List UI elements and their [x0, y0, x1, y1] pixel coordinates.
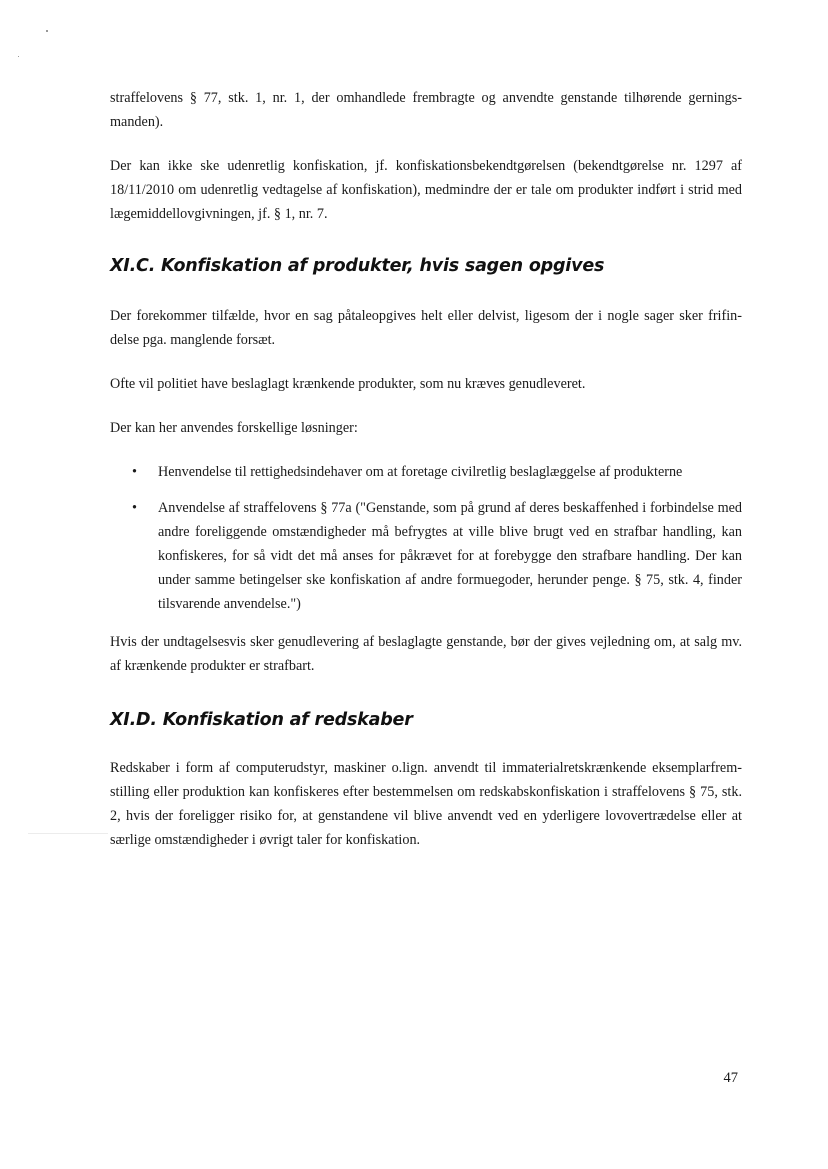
- list-item: [110, 460, 742, 484]
- list-item-text: Henvendelse til rettighedsindehaver om at foretage civilretlig beslaglæggelse af produkterne: [158, 464, 683, 480]
- solutions-list: [110, 460, 742, 616]
- scan-line: [28, 833, 108, 834]
- paragraph-continuation: straffelovens § 77, stk. 1, nr. 1, der omhandlede frembragte og anvendte genstande tilhørende gernings-manden).: [110, 90, 742, 130]
- document-page: [110, 86, 742, 852]
- section-heading-xi-c: XI.C. Konfiskation af produkter, hvis sagen opgives: [110, 256, 605, 276]
- page-number: 47: [723, 1070, 738, 1086]
- list-item: [110, 496, 742, 616]
- scan-speck: [46, 30, 48, 32]
- list-item-text: Anvendelse af straffelovens § 77a ("Genstande, som på grund af deres beskaffenhed i forbindelse med andre foreliggende omstændigheder må befrygtes at ville blive brugt ved en strafbar handling, kan konfiskeres, for så vidt det må anses for påkrævet for at forebygge den strafbare handling. Der kan under samme betingelser ske konfiskation af andre formuegoder, herunder penge. § 75, stk. 4, finder tilsvarende anvendelse."): [158, 500, 742, 612]
- paragraph-beslaglagt: Ofte vil politiet have beslaglagt krænkende produkter, som nu kræves genudleveret.: [110, 376, 586, 392]
- scan-speck: [18, 56, 19, 57]
- bullet-icon: •: [132, 464, 137, 480]
- paragraph-genudlevering: Hvis der undtagelsesvis sker genudlevering af beslaglagte genstande, bør der gives vejledning om, at salg mv. af krænkende produkter er strafbart.: [110, 634, 742, 674]
- paragraph-udenretlig-konfiskation: Der kan ikke ske udenretlig konfiskation, jf. konfiskationsbekendtgørelsen (bekendtgørelse nr. 1297 af 18/11/2010 om udenretlig vedtagelse af konfiskation), medmindre der er tale om produkter indført i strid med lægemiddellovgivningen, jf. § 1, nr. 7.: [110, 158, 742, 222]
- paragraph-frifindelse: Der forekommer tilfælde, hvor en sag påtaleopgives helt eller delvist, ligesom der i nogle sager sker frifin-delse pga. manglende forsæt.: [110, 308, 742, 348]
- paragraph-redskaber: Redskaber i form af computerudstyr, maskiner o.lign. anvendt til immaterialretskrænkende eksemplarfrem-stilling eller produktion kan konfiskeres efter bestemmelsen om redskabskonfiskation i straffelovens § 75, stk. 2, hvis der foreligger risiko for, at genstandene vil blive anvendt ved en yderligere lovovertrædelse eller at særlige omstændigheder i øvrigt taler for konfiskation.: [110, 760, 742, 848]
- section-heading-xi-d: XI.D. Konfiskation af redskaber: [110, 710, 413, 730]
- bullet-icon: •: [132, 500, 137, 516]
- paragraph-losninger: Der kan her anvendes forskellige løsninger:: [110, 420, 358, 436]
